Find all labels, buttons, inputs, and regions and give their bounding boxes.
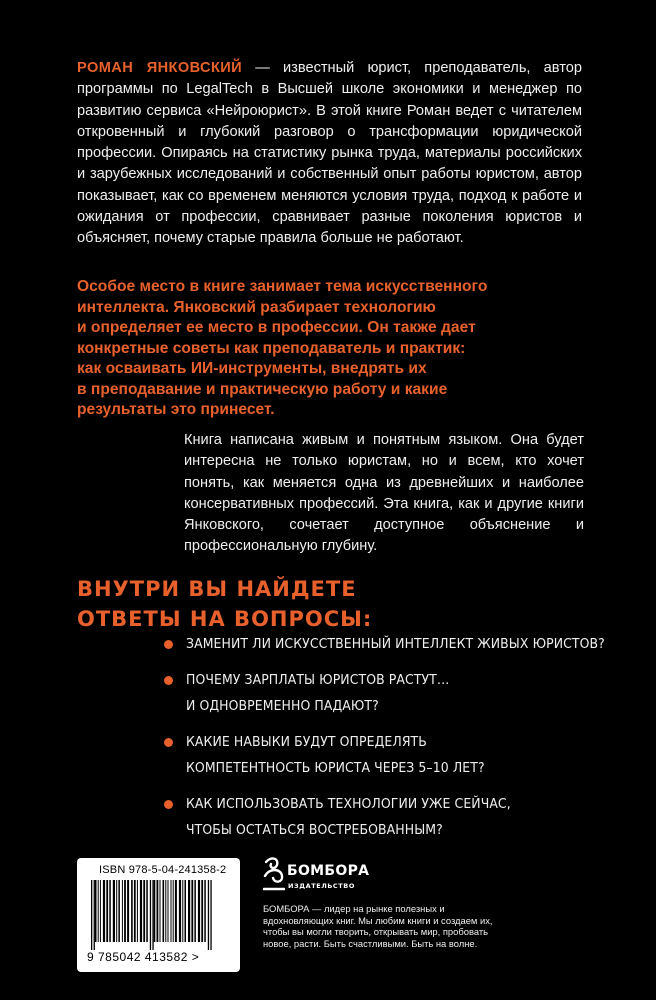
- secondary-paragraph: Книга написана живым и понятным языком. Она будет интересна не только юристам, но и всем, кто хочет понять, как меняется одна из древнейших и наиболее консервативных профессий. Эта книга, как и другие книги Янковского, сочетает доступное объяснение и профессиональную глубину.: [184, 432, 584, 555]
- ai-highlight-paragraph: [77, 277, 592, 421]
- questions-heading: [77, 574, 557, 634]
- question-item: [162, 792, 602, 844]
- question-line: КОМПЕТЕНТНОСТЬ ЮРИСТА ЧЕРЕЗ 5–10 ЛЕТ?: [186, 761, 485, 776]
- highlight-line: результаты это принесет.: [77, 401, 275, 418]
- question-line: ЧТОБЫ ОСТАТЬСЯ ВОСТРЕБОВАННЫМ?: [186, 823, 443, 838]
- heading-line: ВНУТРИ ВЫ НАЙДЕТЕ: [77, 577, 357, 601]
- isbn-barcode: [77, 858, 240, 972]
- question-line: ЗАМЕНИТ ЛИ ИСКУССТВЕННЫЙ ИНТЕЛЛЕКТ ЖИВЫХ ЮРИСТОВ?: [186, 637, 605, 652]
- highlight-line: интеллекта. Янковский разбирает технологию: [77, 298, 436, 316]
- isbn-text: ISBN 978-5-04-241358-2: [99, 864, 227, 876]
- bullet-dot-icon: [164, 800, 173, 809]
- barcode-bars-icon: [89, 880, 229, 950]
- highlight-line: и определяет ее место в профессии. Он также дает: [77, 319, 476, 336]
- highlight-line: в преподавание и практическую работу и какие: [77, 380, 448, 398]
- questions-list: [162, 632, 605, 854]
- question-item: [162, 668, 602, 720]
- bullet-dot-icon: [164, 676, 173, 685]
- heading-line: ОТВЕТЫ НА ВОПРОСЫ:: [77, 607, 373, 631]
- question-line: КАКИЕ НАВЫКИ БУДУТ ОПРЕДЕЛЯТЬ: [186, 735, 427, 750]
- question-line: ПОЧЕМУ ЗАРПЛАТЫ ЮРИСТОВ РАСТУТ…: [186, 673, 450, 688]
- publisher-blurb: БОМБОРА — лидер на рынке полезных и вдохновляющих книг. Мы любим книги и создаем их, чтобы вы могли творить, открывать мир, пробовать новое, расти. Быть счастливыми. Быть на волне.: [263, 903, 493, 949]
- bombora-wave-logo-icon: [263, 856, 285, 894]
- question-item: [162, 730, 602, 782]
- bullet-dot-icon: [164, 640, 173, 649]
- intro-text: — известный юрист, преподаватель, автор программы по LegalTech в Высшей школе экономики и менеджер по развитию сервиса «Нейроюрист». В этой книге Роман ведет с читателем откровенный и глубокий разговор о трансформации юридической профессии. Опираясь на статистику рынка труда, материалы российских и зарубежных исследований и собственный опыт работы юристом, автор показывает, как со временем меняются условия труда, подход к работе и ожидания от профессии, сравнивает разные поколения юристов и объясняет, почему старые правила больше не работают.: [77, 60, 582, 247]
- publisher-name: БОМБОРА: [287, 863, 370, 879]
- publisher-logo: [263, 856, 403, 896]
- question-line: И ОДНОВРЕМЕННО ПАДАЮТ?: [186, 699, 379, 714]
- publisher-subtitle: ИЗДАТЕЛЬСТВО: [288, 882, 355, 890]
- highlight-line: Особое место в книге занимает тема искусственного: [77, 278, 488, 295]
- question-line: КАК ИСПОЛЬЗОВАТЬ ТЕХНОЛОГИИ УЖЕ СЕЙЧАС,: [186, 797, 511, 812]
- highlight-line: конкретные советы как преподаватель и практик:: [77, 339, 466, 357]
- question-item: [162, 632, 605, 658]
- intro-paragraph: [77, 58, 582, 250]
- bullet-dot-icon: [164, 738, 173, 747]
- barcode-digits: 9 785042 413582 >: [87, 950, 200, 964]
- author-name: РОМАН ЯНКОВСКИЙ: [77, 60, 243, 76]
- highlight-line: как осваивать ИИ-инструменты, внедрять их: [77, 360, 427, 377]
